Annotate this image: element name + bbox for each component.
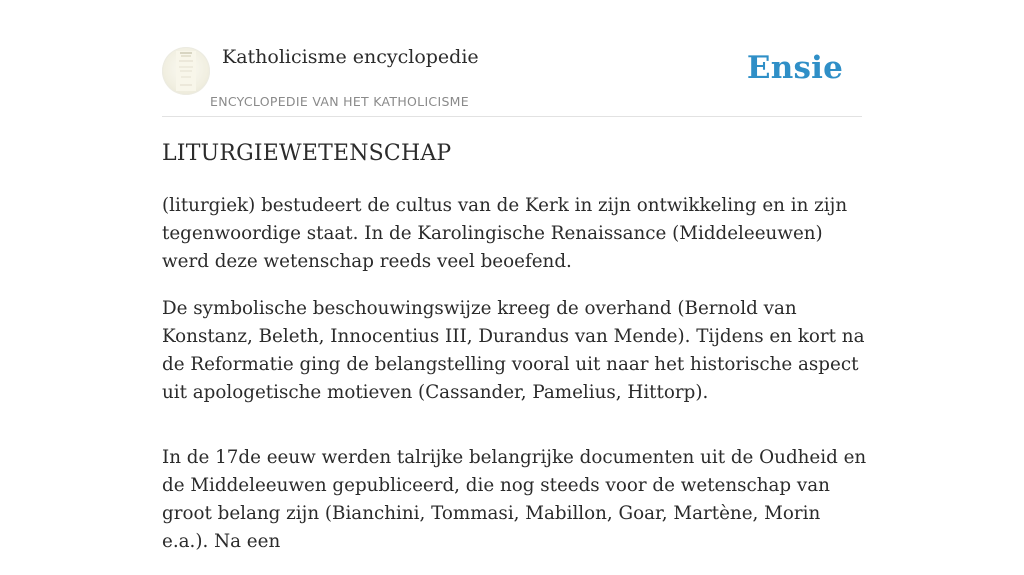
book-cover-icon: [162, 47, 210, 95]
article-paragraph: In de 17de eeuw werden talrijke belangrijke documenten uit de Oudheid en de Middeleeuwen gepubliceerd, die nog steeds voor de wetenschap van groot belang zijn (Bianchini, Tommasi, Mabillon, Goar, Martène, Morin e.a.). Na een: [162, 447, 867, 552]
article-title: LITURGIEWETENSCHAP: [162, 141, 452, 166]
book-cover-avatar[interactable]: [162, 47, 210, 95]
site-subtitle: ENCYCLOPEDIE VAN HET KATHOLICISME: [210, 94, 469, 109]
article-paragraph: (liturgiek) bestudeert de cultus van de Kerk in zijn ontwikkeling en in zijn tegenwoordige staat. In de Karolingische Renaissance (Middeleeuwen) werd deze wetenschap reeds veel beoefend.: [162, 195, 848, 272]
site-header: [162, 0, 862, 117]
article-body: [162, 192, 868, 575]
page: [162, 0, 867, 552]
ensie-logo[interactable]: Ensie: [746, 50, 843, 86]
site-title[interactable]: Katholicisme encyclopedie: [222, 46, 479, 68]
article-paragraph: De symbolische beschouwingswijze kreeg de overhand (Bernold van Konstanz, Beleth, Innocentius III, Durandus van Mende). Tijdens en kort na de Reformatie ging de belangstelling vooral uit naar het historische aspect uit apologetische motieven (Cassander, Pamelius, Hittorp).: [162, 298, 865, 403]
